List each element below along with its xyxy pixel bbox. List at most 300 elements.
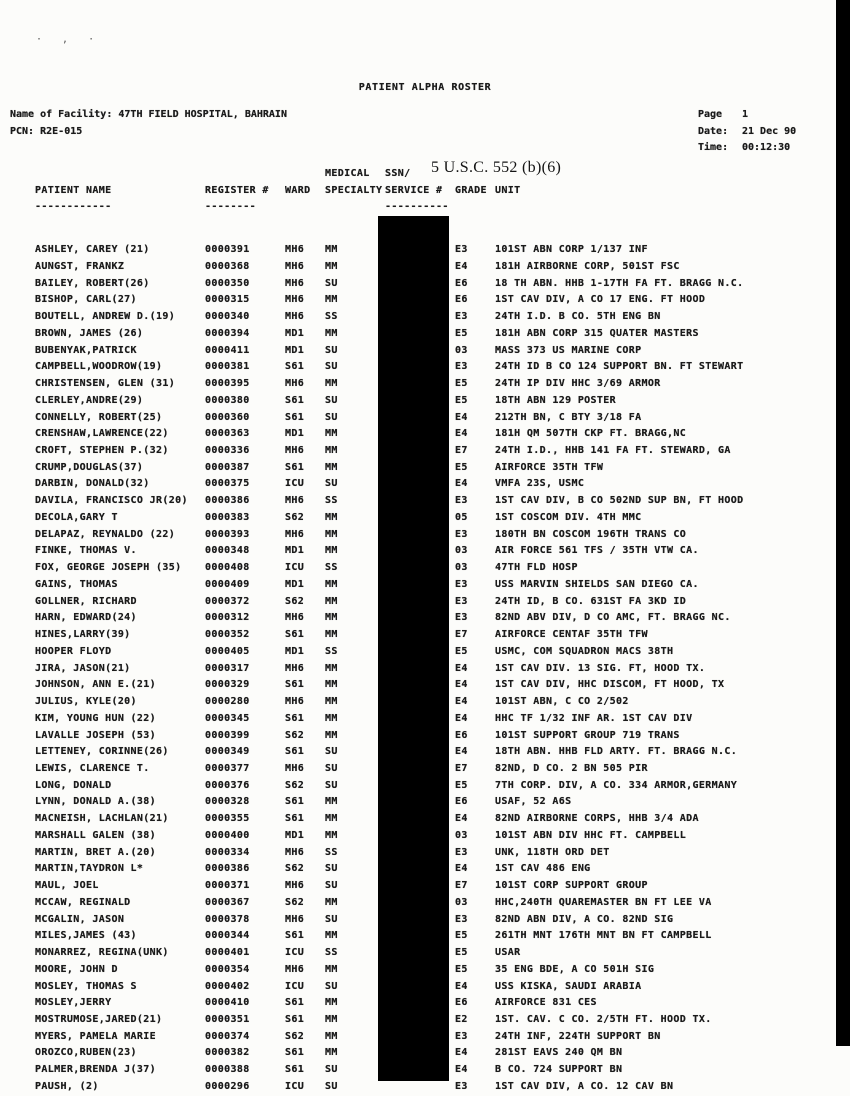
cell-ward: MH6 <box>285 913 305 925</box>
cell-register-number: 0000351 <box>205 1013 250 1025</box>
cell-patient-name: BOUTELL, ANDREW D.(19) <box>35 311 176 323</box>
cell-unit: 35 ENG BDE, A CO 501H SIG <box>495 963 655 975</box>
cell-grade: E3 <box>455 595 468 607</box>
cell-patient-name: HINES,LARRY(39) <box>35 629 131 641</box>
cell-unit: 82ND AIRBORNE CORPS, HHB 3/4 ADA <box>495 813 699 825</box>
cell-grade: E4 <box>455 712 468 724</box>
col-header-patient-name: PATIENT NAME <box>35 184 112 196</box>
facility-value: 47TH FIELD HOSPITAL, BAHRAIN <box>118 109 287 120</box>
cell-register-number: 0000348 <box>205 545 250 557</box>
cell-register-number: 0000317 <box>205 662 250 674</box>
time-label: Time: <box>698 142 729 153</box>
cell-patient-name: BUBENYAK,PATRICK <box>35 344 137 356</box>
cell-ward: MH6 <box>285 378 305 390</box>
cell-patient-name: BAILEY, ROBERT(26) <box>35 277 150 289</box>
cell-medical-specialty: SU <box>325 411 338 423</box>
cell-unit: UNK, 118TH ORD DET <box>495 846 610 858</box>
cell-patient-name: LONG, DONALD <box>35 779 112 791</box>
date-label: Date: <box>698 125 729 137</box>
cell-ward: MH6 <box>285 662 305 674</box>
cell-register-number: 0000400 <box>205 829 250 841</box>
cell-register-number: 0000409 <box>205 578 250 590</box>
cell-ward: ICU <box>285 562 305 574</box>
cell-medical-specialty: MM <box>325 629 338 641</box>
cell-grade: E5 <box>455 378 468 390</box>
cell-unit: 24TH I.D. B CO. 5TH ENG BN <box>495 311 661 323</box>
cell-ward: S61 <box>285 930 305 942</box>
cell-register-number: 0000382 <box>205 1047 250 1059</box>
cell-unit: 82ND ABN DIV, A CO. 82ND SIG <box>495 913 674 925</box>
cell-grade: 03 <box>455 562 468 574</box>
cell-ward: MH6 <box>285 445 305 457</box>
cell-ward: S61 <box>285 394 305 406</box>
cell-patient-name: MCCAW, REGINALD <box>35 896 131 908</box>
cell-medical-specialty: MM <box>325 813 338 825</box>
cell-patient-name: LYNN, DONALD A.(38) <box>35 796 157 808</box>
underline-patient-name: ------------ <box>35 201 112 213</box>
cell-ward: S61 <box>285 712 305 724</box>
pcn-line <box>10 124 287 141</box>
cell-grade: E3 <box>455 612 468 624</box>
cell-medical-specialty: SU <box>325 361 338 373</box>
cell-grade: E3 <box>455 578 468 590</box>
cell-unit: 1ST CAV DIV, A CO. 12 CAV BN <box>495 1080 674 1092</box>
cell-ward: MD1 <box>285 344 305 356</box>
cell-register-number: 0000387 <box>205 461 250 473</box>
cell-register-number: 0000296 <box>205 1080 250 1092</box>
cell-register-number: 0000388 <box>205 1064 250 1076</box>
cell-unit: 181H ABN CORP 315 QUATER MASTERS <box>495 327 699 339</box>
cell-medical-specialty: MM <box>325 244 338 256</box>
cell-medical-specialty: SS <box>325 846 338 858</box>
page-info-block <box>698 107 796 157</box>
cell-register-number: 0000367 <box>205 896 250 908</box>
cell-patient-name: MACNEISH, LACHLAN(21) <box>35 813 169 825</box>
cell-grade: E3 <box>455 1080 468 1092</box>
cell-patient-name: CAMPBELL,WOODROW(19) <box>35 361 163 373</box>
cell-register-number: 0000340 <box>205 311 250 323</box>
cell-unit: VMFA 23S, USMC <box>495 478 585 490</box>
cell-patient-name: FINKE, THOMAS V. <box>35 545 137 557</box>
cell-ward: MH6 <box>285 880 305 892</box>
cell-patient-name: CHRISTENSEN, GLEN (31) <box>35 378 176 390</box>
cell-grade: E3 <box>455 1030 468 1042</box>
cell-unit: AIRFORCE CENTAF 35TH TFW <box>495 629 648 641</box>
cell-ward: MH6 <box>285 846 305 858</box>
cell-register-number: 0000378 <box>205 913 250 925</box>
cell-medical-specialty: MM <box>325 829 338 841</box>
cell-patient-name: HARN, EDWARD(24) <box>35 612 137 624</box>
cell-medical-specialty: SS <box>325 947 338 959</box>
cell-grade: E7 <box>455 880 468 892</box>
cell-medical-specialty: MM <box>325 528 338 540</box>
cell-ward: S61 <box>285 997 305 1009</box>
cell-medical-specialty: SU <box>325 913 338 925</box>
cell-ward: S61 <box>285 629 305 641</box>
cell-ward: S62 <box>285 779 305 791</box>
cell-patient-name: MOORE, JOHN D <box>35 963 118 975</box>
cell-unit: AIRFORCE 35TH TFW <box>495 461 604 473</box>
cell-medical-specialty: SU <box>325 394 338 406</box>
cell-medical-specialty: MM <box>325 729 338 741</box>
cell-grade: E3 <box>455 311 468 323</box>
cell-medical-specialty: SS <box>325 311 338 323</box>
cell-grade: E6 <box>455 294 468 306</box>
cell-register-number: 0000375 <box>205 478 250 490</box>
foia-exemption-stamp: 5 U.S.C. 552 (b)(6) <box>431 159 562 176</box>
header-line-top <box>35 166 817 183</box>
cell-register-number: 0000411 <box>205 344 250 356</box>
cell-unit: 261TH MNT 176TH MNT BN FT CAMPBELL <box>495 930 712 942</box>
cell-register-number: 0000386 <box>205 863 250 875</box>
header-underlines <box>35 199 817 216</box>
cell-patient-name: AUNGST, FRANKZ <box>35 260 125 272</box>
header-medical: MEDICAL <box>325 168 370 179</box>
col-header-ward: WARD <box>285 184 311 196</box>
cell-ward: ICU <box>285 947 305 959</box>
cell-patient-name: PALMER,BRENDA J(37) <box>35 1064 157 1076</box>
cell-register-number: 0000405 <box>205 645 250 657</box>
cell-register-number: 0000344 <box>205 930 250 942</box>
cell-register-number: 0000372 <box>205 595 250 607</box>
cell-ward: MD1 <box>285 829 305 841</box>
cell-register-number: 0000391 <box>205 244 250 256</box>
cell-medical-specialty: MM <box>325 578 338 590</box>
cell-medical-specialty: SU <box>325 344 338 356</box>
cell-unit: USS MARVIN SHIELDS SAN DIEGO CA. <box>495 578 699 590</box>
cell-grade: 05 <box>455 511 468 523</box>
cell-medical-specialty: MM <box>325 294 338 306</box>
cell-unit: 1ST CAV DIV, A CO 17 ENG. FT HOOD <box>495 294 706 306</box>
cell-unit: 101ST ABN CORP 1/137 INF <box>495 244 648 256</box>
cell-register-number: 0000312 <box>205 612 250 624</box>
cell-register-number: 0000381 <box>205 361 250 373</box>
cell-medical-specialty: MM <box>325 428 338 440</box>
cell-unit: 212TH BN, C BTY 3/18 FA <box>495 411 642 423</box>
cell-unit: 101ST ABN DIV HHC FT. CAMPBELL <box>495 829 687 841</box>
cell-register-number: 0000393 <box>205 528 250 540</box>
cell-register-number: 0000380 <box>205 394 250 406</box>
cell-medical-specialty: MM <box>325 662 338 674</box>
underline-register: -------- <box>205 201 256 213</box>
cell-unit: 24TH IP DIV HHC 3/69 ARMOR <box>495 378 661 390</box>
cell-unit: 1ST CAV DIV, B CO 502ND SUP BN, FT HOOD <box>495 495 744 507</box>
cell-patient-name: MARTIN, BRET A.(20) <box>35 846 157 858</box>
cell-unit: 82ND ABV DIV, D CO AMC, FT. BRAGG NC. <box>495 612 731 624</box>
cell-patient-name: MARSHALL GALEN (38) <box>35 829 157 841</box>
cell-grade: E6 <box>455 729 468 741</box>
cell-medical-specialty: SU <box>325 779 338 791</box>
cell-ward: MD1 <box>285 545 305 557</box>
underline-service: ---------- <box>385 201 449 213</box>
cell-patient-name: CRENSHAW,LAWRENCE(22) <box>35 428 169 440</box>
cell-medical-specialty: MM <box>325 930 338 942</box>
cell-register-number: 0000383 <box>205 511 250 523</box>
cell-unit: HHC TF 1/32 INF AR. 1ST CAV DIV <box>495 712 693 724</box>
cell-register-number: 0000399 <box>205 729 250 741</box>
cell-patient-name: MAUL, JOEL <box>35 880 99 892</box>
cell-ward: S61 <box>285 813 305 825</box>
header-ssn: SSN/ <box>385 168 411 179</box>
cell-grade: E5 <box>455 327 468 339</box>
cell-patient-name: BROWN, JAMES (26) <box>35 327 144 339</box>
cell-unit: 18 TH ABN. HHB 1-17TH FA FT. BRAGG N.C. <box>495 277 744 289</box>
cell-ward: ICU <box>285 478 305 490</box>
cell-grade: 03 <box>455 829 468 841</box>
col-header-grade: GRADE <box>455 184 487 196</box>
cell-ward: MH6 <box>285 294 305 306</box>
cell-grade: E6 <box>455 997 468 1009</box>
cell-grade: E3 <box>455 361 468 373</box>
cell-unit: 181H AIRBORNE CORP, 501ST FSC <box>495 260 680 272</box>
cell-ward: MH6 <box>285 277 305 289</box>
cell-ward: ICU <box>285 1080 305 1092</box>
cell-unit: 7TH CORP. DIV, A CO. 334 ARMOR,GERMANY <box>495 779 738 791</box>
cell-register-number: 0000408 <box>205 562 250 574</box>
cell-patient-name: DAVILA, FRANCISCO JR(20) <box>35 495 188 507</box>
cell-register-number: 0000328 <box>205 796 250 808</box>
cell-ward: S61 <box>285 1047 305 1059</box>
cell-ward: S61 <box>285 361 305 373</box>
cell-grade: 03 <box>455 896 468 908</box>
cell-ward: MH6 <box>285 528 305 540</box>
cell-unit: B CO. 724 SUPPORT BN <box>495 1064 623 1076</box>
cell-grade: E7 <box>455 445 468 457</box>
cell-patient-name: KIM, YOUNG HUN (22) <box>35 712 157 724</box>
cell-unit: 281ST EAVS 240 QM BN <box>495 1047 623 1059</box>
cell-ward: S61 <box>285 411 305 423</box>
cell-ward: S61 <box>285 1013 305 1025</box>
page-number: 1 <box>742 109 749 120</box>
cell-register-number: 0000371 <box>205 880 250 892</box>
cell-register-number: 0000363 <box>205 428 250 440</box>
cell-register-number: 0000355 <box>205 813 250 825</box>
cell-medical-specialty: SS <box>325 645 338 657</box>
cell-register-number: 0000345 <box>205 712 250 724</box>
cell-grade: E5 <box>455 461 468 473</box>
cell-patient-name: MOSLEY,JERRY <box>35 997 112 1009</box>
cell-ward: MH6 <box>285 762 305 774</box>
document-title: PATIENT ALPHA ROSTER <box>358 82 492 93</box>
facility-block <box>10 107 287 140</box>
cell-register-number: 0000354 <box>205 963 250 975</box>
facility-line <box>10 107 287 124</box>
col-header-specialty: SPECIALTY <box>325 184 383 196</box>
cell-unit: 24TH INF, 224TH SUPPORT BN <box>495 1030 661 1042</box>
cell-patient-name: DARBIN, DONALD(32) <box>35 478 150 490</box>
cell-medical-specialty: MM <box>325 963 338 975</box>
cell-register-number: 0000401 <box>205 947 250 959</box>
cell-grade: E3 <box>455 846 468 858</box>
cell-unit: 101ST ABN, C CO 2/502 <box>495 696 629 708</box>
cell-ward: S61 <box>285 461 305 473</box>
page-line <box>698 107 796 124</box>
cell-medical-specialty: MM <box>325 997 338 1009</box>
cell-register-number: 0000280 <box>205 696 250 708</box>
cell-patient-name: MOSTRUMOSE,JARED(21) <box>35 1013 163 1025</box>
cell-ward: S61 <box>285 746 305 758</box>
cell-patient-name: PAUSH, (2) <box>35 1080 99 1092</box>
cell-grade: E5 <box>455 394 468 406</box>
cell-medical-specialty: MM <box>325 896 338 908</box>
cell-unit: MASS 373 US MARINE CORP <box>495 344 642 356</box>
cell-ward: S62 <box>285 1030 305 1042</box>
cell-medical-specialty: SU <box>325 1064 338 1076</box>
cell-ward: S62 <box>285 729 305 741</box>
cell-patient-name: MYERS, PAMELA MARIE <box>35 1030 157 1042</box>
col-header-service: SERVICE # <box>385 184 443 196</box>
cell-patient-name: JIRA, JASON(21) <box>35 662 131 674</box>
cell-medical-specialty: MM <box>325 679 338 691</box>
cell-unit: 47TH FLD HOSP <box>495 562 578 574</box>
cell-medical-specialty: SU <box>325 1080 338 1092</box>
cell-grade: E4 <box>455 813 468 825</box>
cell-ward: S62 <box>285 511 305 523</box>
cell-ward: MH6 <box>285 696 305 708</box>
cell-patient-name: CONNELLY, ROBERT(25) <box>35 411 163 423</box>
cell-register-number: 0000386 <box>205 495 250 507</box>
cell-patient-name: JOHNSON, ANN E.(21) <box>35 679 157 691</box>
cell-ward: S62 <box>285 896 305 908</box>
cell-patient-name: MOSLEY, THOMAS S <box>35 980 137 992</box>
cell-patient-name: FOX, GEORGE JOSEPH (35) <box>35 562 182 574</box>
cell-register-number: 0000395 <box>205 378 250 390</box>
cell-medical-specialty: MM <box>325 260 338 272</box>
cell-medical-specialty: MM <box>325 327 338 339</box>
cell-register-number: 0000315 <box>205 294 250 306</box>
cell-grade: E4 <box>455 411 468 423</box>
cell-unit: USS KISKA, SAUDI ARABIA <box>495 980 642 992</box>
cell-medical-specialty: MM <box>325 1030 338 1042</box>
table-row <box>35 1079 817 1096</box>
cell-grade: E4 <box>455 679 468 691</box>
cell-ward: MH6 <box>285 495 305 507</box>
cell-medical-specialty: SU <box>325 980 338 992</box>
cell-unit: 101ST CORP SUPPORT GROUP <box>495 880 648 892</box>
cell-ward: ICU <box>285 980 305 992</box>
cell-medical-specialty: MM <box>325 696 338 708</box>
page-label: Page <box>698 109 723 120</box>
cell-ward: MD1 <box>285 327 305 339</box>
cell-medical-specialty: MM <box>325 545 338 557</box>
cell-patient-name: LEWIS, CLARENCE T. <box>35 762 150 774</box>
cell-ward: MH6 <box>285 311 305 323</box>
cell-ward: MD1 <box>285 428 305 440</box>
cell-medical-specialty: MM <box>325 1047 338 1059</box>
cell-grade: E4 <box>455 696 468 708</box>
cell-grade: E4 <box>455 1047 468 1059</box>
cell-medical-specialty: SU <box>325 863 338 875</box>
cell-medical-specialty: MM <box>325 712 338 724</box>
cell-register-number: 0000350 <box>205 277 250 289</box>
cell-grade: E3 <box>455 913 468 925</box>
cell-grade: E4 <box>455 478 468 490</box>
cell-unit: USMC, COM SQUADRON MACS 38TH <box>495 645 674 657</box>
cell-medical-specialty: SU <box>325 762 338 774</box>
cell-medical-specialty: MM <box>325 595 338 607</box>
pcn-value: R2E-015 <box>40 125 83 137</box>
cell-unit: AIRFORCE 831 CES <box>495 997 597 1009</box>
cell-ward: S61 <box>285 1064 305 1076</box>
cell-ward: MH6 <box>285 260 305 272</box>
cell-grade: E5 <box>455 963 468 975</box>
cell-grade: 03 <box>455 545 468 557</box>
date-value: 21 Dec 90 <box>742 125 797 137</box>
cell-grade: E5 <box>455 779 468 791</box>
cell-ward: MD1 <box>285 578 305 590</box>
facility-label: Name of Facility: <box>10 109 113 120</box>
cell-register-number: 0000368 <box>205 260 250 272</box>
cell-patient-name: MONARREZ, REGINA(UNK) <box>35 947 169 959</box>
cell-ward: S62 <box>285 595 305 607</box>
cell-patient-name: GOLLNER, RICHARD <box>35 595 137 607</box>
cell-medical-specialty: SU <box>325 478 338 490</box>
cell-medical-specialty: MM <box>325 378 338 390</box>
cell-patient-name: CROFT, STEPHEN P.(32) <box>35 445 169 457</box>
cell-patient-name: MILES,JAMES (43) <box>35 930 137 942</box>
cell-patient-name: CLERLEY,ANDRE(29) <box>35 394 144 406</box>
cell-grade: E3 <box>455 528 468 540</box>
cell-ward: S61 <box>285 679 305 691</box>
cell-unit: 101ST SUPPORT GROUP 719 TRANS <box>495 729 680 741</box>
cell-grade: E4 <box>455 1064 468 1076</box>
cell-medical-specialty: SU <box>325 880 338 892</box>
cell-ward: MD1 <box>285 645 305 657</box>
cell-patient-name: GAINS, THOMAS <box>35 578 118 590</box>
cell-register-number: 0000376 <box>205 779 250 791</box>
cell-unit: 1ST COSCOM DIV. 4TH MMC <box>495 511 642 523</box>
cell-register-number: 0000394 <box>205 327 250 339</box>
time-value: 00:12:30 <box>742 142 791 153</box>
cell-ward: MH6 <box>285 612 305 624</box>
cell-patient-name: DELAPAZ, REYNALDO (22) <box>35 528 176 540</box>
cell-medical-specialty: SS <box>325 495 338 507</box>
pcn-label: PCN: <box>10 125 35 137</box>
cell-grade: E6 <box>455 796 468 808</box>
cell-grade: E5 <box>455 947 468 959</box>
cell-register-number: 0000402 <box>205 980 250 992</box>
time-line <box>698 140 796 157</box>
cell-unit: 18TH ABN 129 POSTER <box>495 394 617 406</box>
cell-grade: E7 <box>455 629 468 641</box>
cell-patient-name: OROZCO,RUBEN(23) <box>35 1047 137 1059</box>
cell-medical-specialty: MM <box>325 796 338 808</box>
cell-grade: E4 <box>455 662 468 674</box>
cell-unit: 24TH ID, B CO. 631ST FA 3KD ID <box>495 595 687 607</box>
cell-unit: 1ST CAV 486 ENG <box>495 863 591 875</box>
header-line-main <box>35 183 817 200</box>
cell-grade: E4 <box>455 428 468 440</box>
cell-register-number: 0000349 <box>205 746 250 758</box>
cell-grade: E4 <box>455 980 468 992</box>
cell-ward: S61 <box>285 796 305 808</box>
cell-patient-name: MCGALIN, JASON <box>35 913 125 925</box>
cell-unit: 1ST. CAV. C CO. 2/5TH FT. HOOD TX. <box>495 1013 712 1025</box>
cell-ward: MH6 <box>285 963 305 975</box>
cell-unit: AIR FORCE 561 TFS / 35TH VTW CA. <box>495 545 699 557</box>
cell-grade: E4 <box>455 863 468 875</box>
cell-unit: 24TH I.D., HHB 141 FA FT. STEWARD, GA <box>495 445 731 457</box>
cell-medical-specialty: SU <box>325 746 338 758</box>
cell-patient-name: CRUMP,DOUGLAS(37) <box>35 461 144 473</box>
cell-grade: E6 <box>455 277 468 289</box>
col-header-register: REGISTER # <box>205 184 269 196</box>
cell-register-number: 0000352 <box>205 629 250 641</box>
cell-unit: 180TH BN COSCOM 196TH TRANS CO <box>495 528 687 540</box>
cell-unit: 24TH ID B CO 124 SUPPORT BN. FT STEWART <box>495 361 744 373</box>
cell-medical-specialty: MM <box>325 511 338 523</box>
cell-medical-specialty: MM <box>325 445 338 457</box>
